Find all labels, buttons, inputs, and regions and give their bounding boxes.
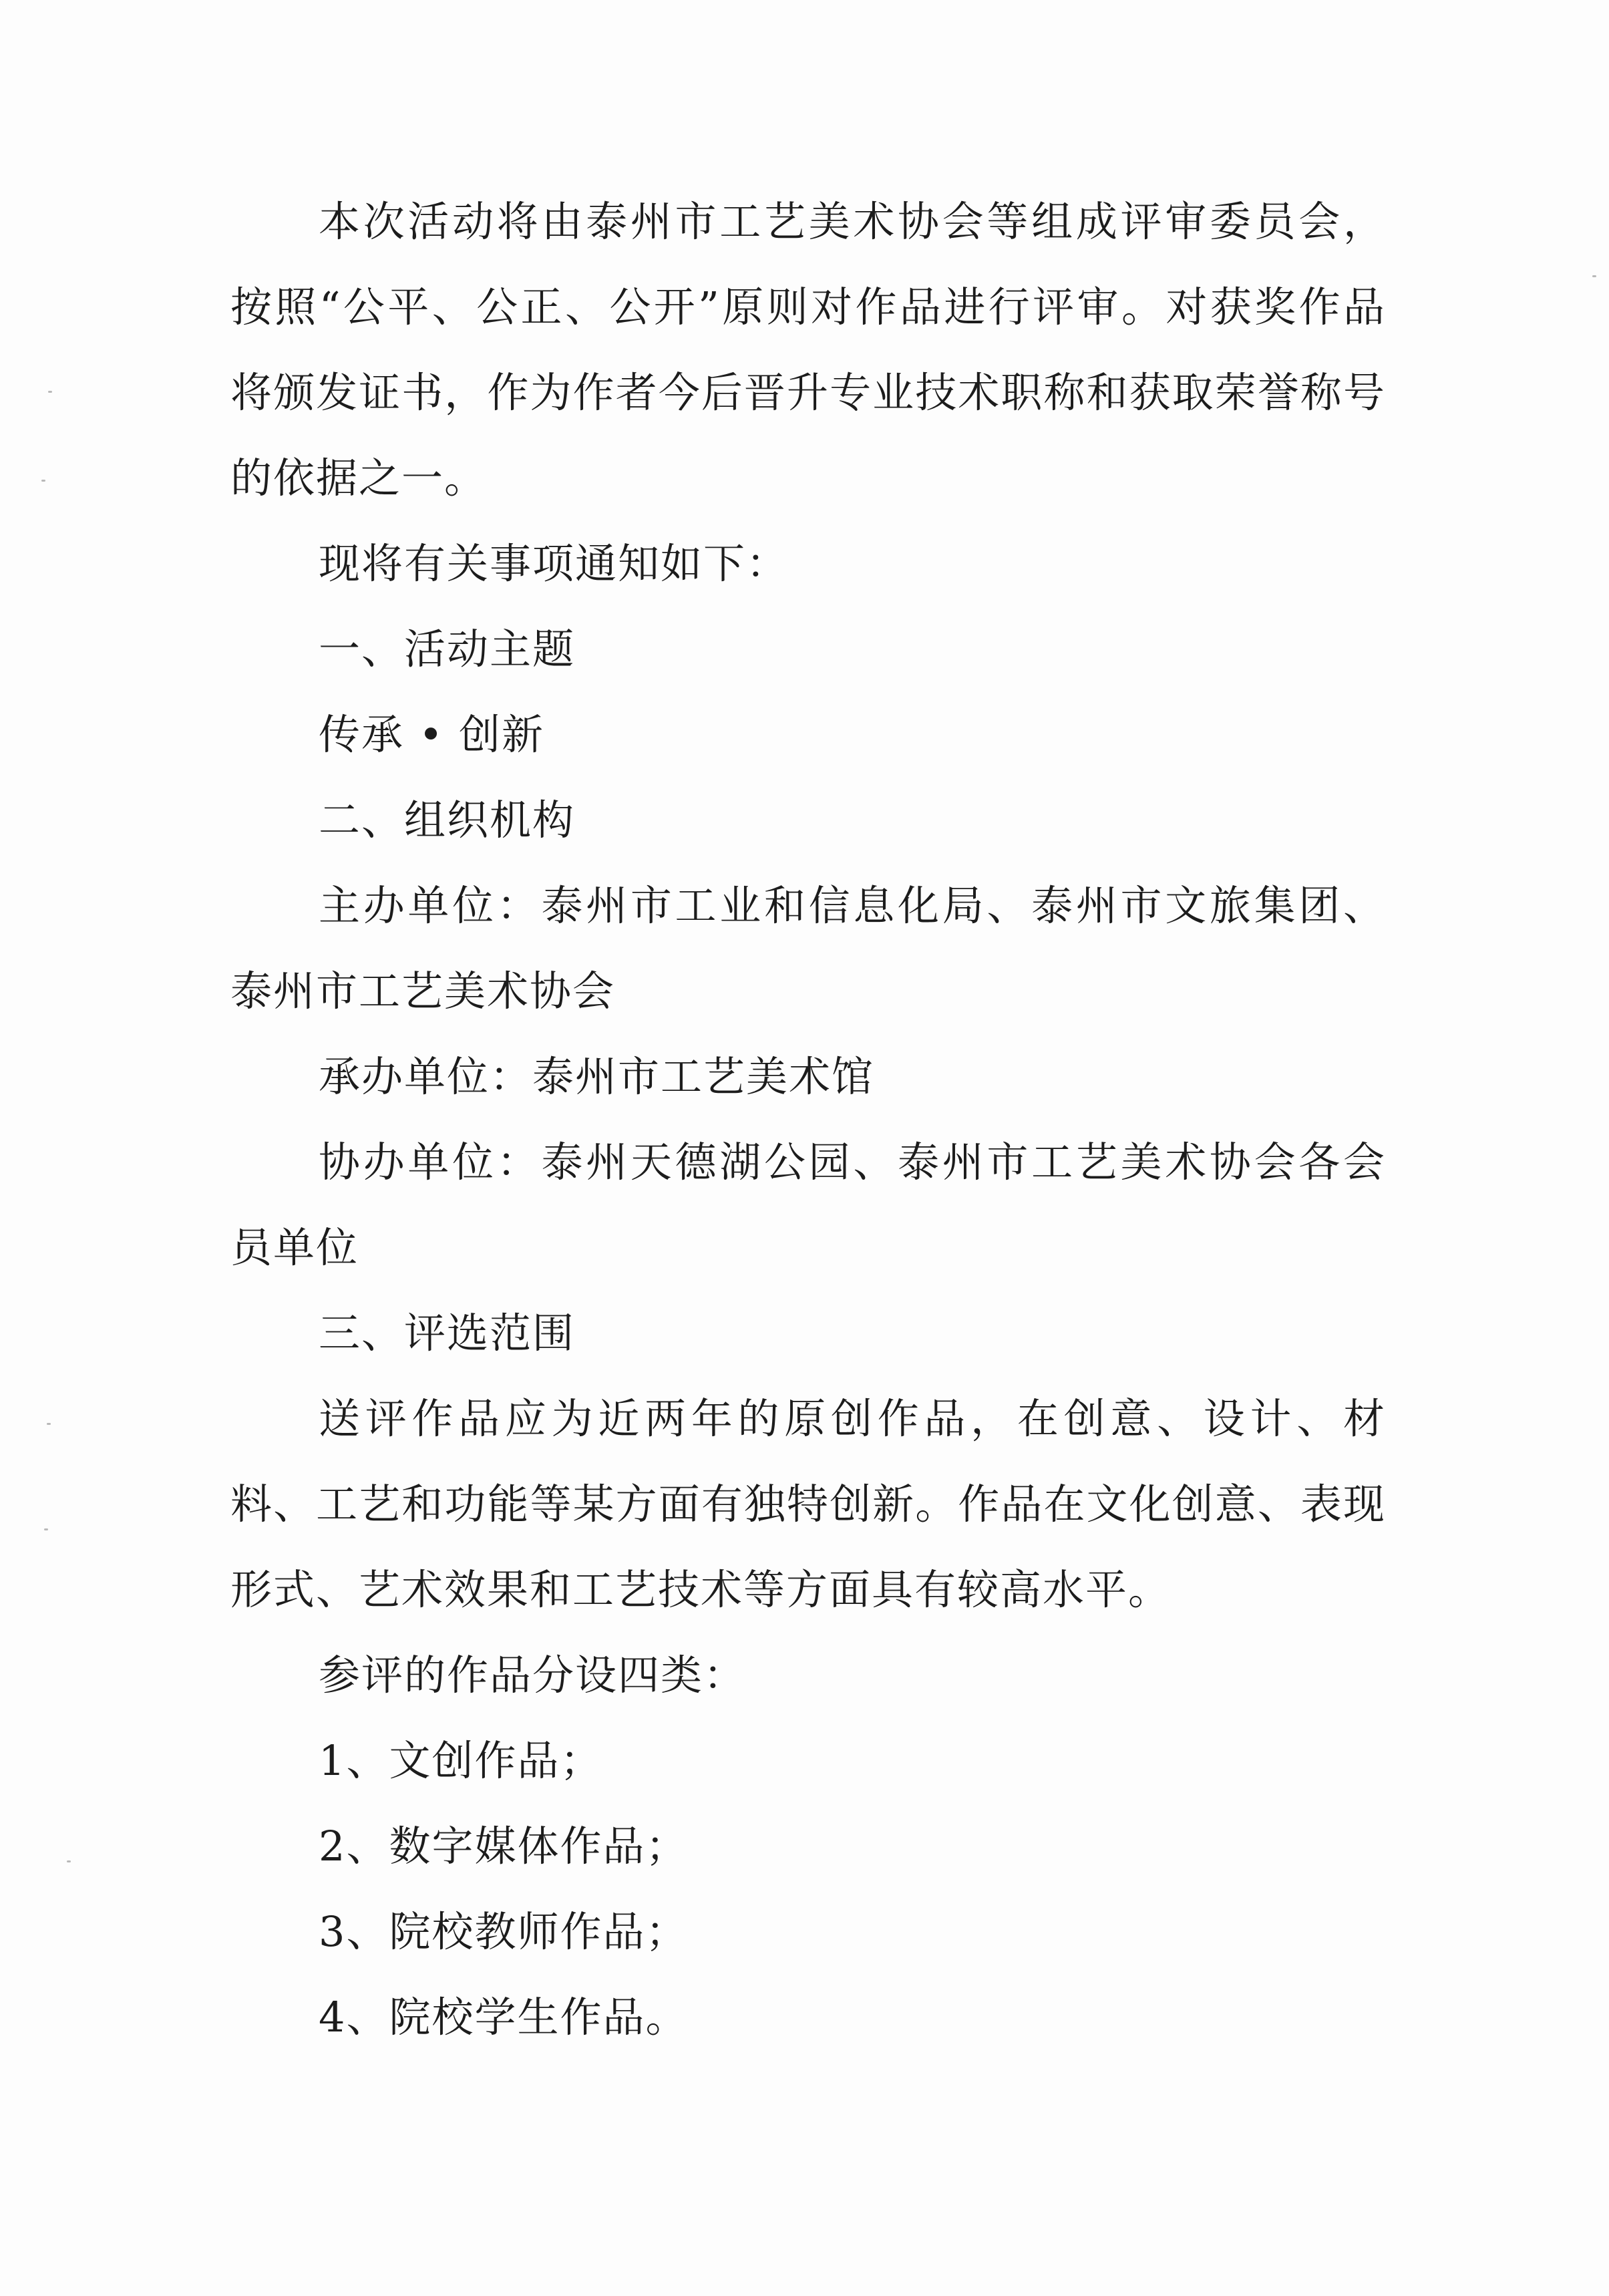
category-item: 1、文创作品； [319,1736,603,1785]
document-body [230,179,1386,2060]
category-item: 3、院校教师作品； [319,1907,689,1956]
section-heading-scope: 三、评选范围 [319,1309,576,1357]
section-heading-organization: 二、组织机构 [319,796,576,844]
paragraph-notice: 现将有关事项通知如下： [319,539,789,588]
paragraph-undertaker: 承办单位：泰州市工艺美术馆 [319,1052,875,1101]
scan-speck [48,391,52,393]
scan-speck [47,1423,51,1425]
category-item: 2、数字媒体作品； [319,1822,689,1870]
scan-speck [44,1528,48,1530]
paragraph-organizers: 主办单位：泰州市工业和信息化局、泰州市文旅集团、泰州市工艺美术协会 [230,881,1386,1015]
scan-speck [67,1860,71,1862]
scan-speck [1592,275,1596,277]
paragraph-theme: 传承 • 创新 [319,710,544,759]
scan-speck [41,480,45,482]
paragraph-intro: 本次活动将由泰州市工艺美术协会等组成评审委员会，按照“公平、公正、公开”原则对作品进行评审。对获奖作品将颁发证书，作为作者今后晋升专业技术职称和获取荣誉称号的依据之一。 [230,197,1386,502]
paragraph-categories-intro: 参评的作品分设四类： [319,1651,747,1699]
paragraph-co-organizers: 协办单位：泰州天德湖公园、泰州市工艺美术协会各会员单位 [230,1138,1386,1272]
paragraph-scope: 送评作品应为近两年的原创作品，在创意、设计、材料、工艺和功能等某方面有独特创新。作品在文化创意、表现形式、艺术效果和工艺技术等方面具有较高水平。 [230,1394,1386,1614]
category-item: 4、院校学生作品。 [319,1993,689,2041]
section-heading-theme: 一、活动主题 [319,625,576,673]
